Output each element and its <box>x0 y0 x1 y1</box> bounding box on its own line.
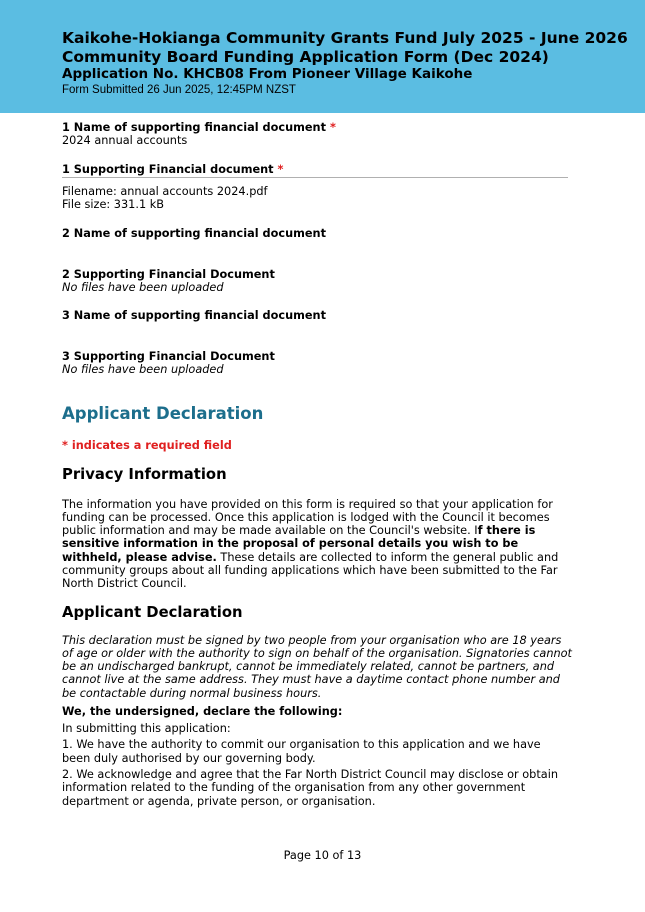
section-title: Applicant Declaration <box>62 403 264 423</box>
doc1-name-value: 2024 annual accounts <box>62 134 188 147</box>
doc3-file-field <box>62 350 572 377</box>
required-marker: * <box>277 162 284 176</box>
submitted-timestamp: Form Submitted 26 Jun 2025, 12:45PM NZST <box>62 84 296 96</box>
doc2-file-label: 2 Supporting Financial Document <box>62 267 275 281</box>
we-declare: We, the undersigned, declare the following: <box>62 705 343 719</box>
form-title-line2: Community Board Funding Application Form (Dec 2024) <box>62 48 549 66</box>
doc2-name-label: 2 Name of supporting financial document <box>62 226 326 240</box>
application-number: Application No. KHCB08 From Pioneer Village Kaikohe <box>62 66 473 82</box>
declaration-heading: Applicant Declaration <box>62 603 243 621</box>
doc1-name-field <box>62 121 572 148</box>
doc2-file-value: No files have been uploaded <box>62 280 224 294</box>
declaration-instructions: This declaration must be signed by two people from your organisation who are 18 years of age or older with the authority to sign on behalf of the organisation. Signatories cannot be an undischarged bankrupt, cannot be immediately related, cannot be partners, and cannot live at the same address. They must have a daytime contact phone number and be contactable during normal business hours. <box>62 633 572 700</box>
declaration-point-2: 2. We acknowledge and agree that the Far North District Council may disclose or obtain information related to the funding of the organisation from any other government department or agenda, private person, or organisation. <box>62 767 559 808</box>
doc3-file-value: No files have been uploaded <box>62 363 224 376</box>
form-content <box>62 121 572 808</box>
form-title-line1: Kaikohe-Hokianga Community Grants Fund July 2025 - June 2026 <box>62 29 628 47</box>
form-header <box>0 0 645 113</box>
page-number: Page 10 of 13 <box>283 849 362 862</box>
doc3-name-label: 3 Name of supporting financial document <box>62 309 326 322</box>
doc1-file-label: 1 Supporting Financial document <box>62 162 274 176</box>
doc1-name-label: 1 Name of supporting financial document <box>62 121 326 134</box>
declaration-point-1: 1. We have the authority to commit our organisation to this application and we have been duly authorised by our governing body. <box>62 738 541 765</box>
required-field-note: * indicates a required field <box>62 438 232 452</box>
doc1-filename: Filename: annual accounts 2024.pdf <box>62 184 268 198</box>
divider <box>62 177 568 178</box>
in-submitting: In submitting this application: <box>62 722 231 736</box>
doc1-filesize: File size: 331.1 kB <box>62 198 165 211</box>
privacy-heading: Privacy Information <box>62 465 227 483</box>
doc2-file-field <box>62 268 572 295</box>
privacy-text: The information you have provided on this form is required so that your application for funding can be processed. Once this application is lodged with the Council it becomes public information and may be made available on the Council's website. If there is sensitive information in the proposal of personal details you wish to be withheld, please advise. These details are collected to inform the general public and community groups about all funding applications which have been submitted to the Far North District Council. <box>62 497 559 591</box>
doc3-file-label: 3 Supporting Financial Document <box>62 350 275 363</box>
required-marker: * <box>329 121 336 134</box>
doc1-file-field <box>62 163 572 212</box>
